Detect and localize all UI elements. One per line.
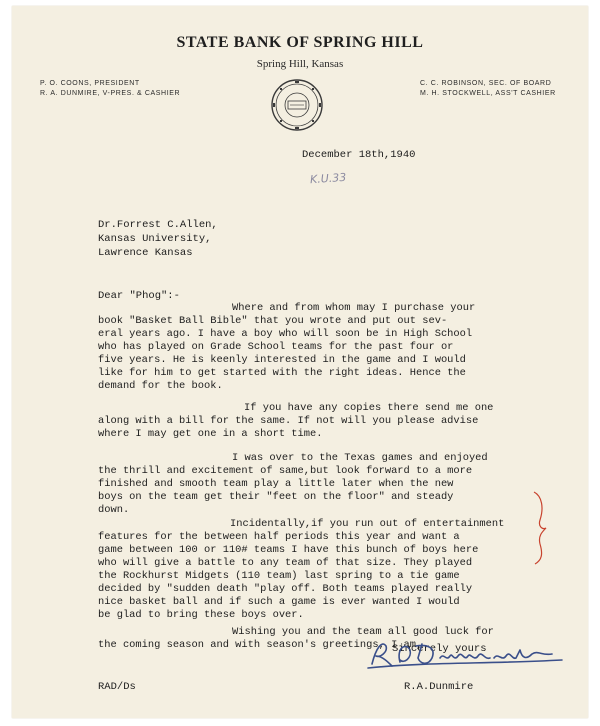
officer-vice-president: R. A. DUNMIRE, V-PRES. & CASHIER: [40, 90, 181, 97]
bank-name: STATE BANK OF SPRING HILL: [176, 34, 424, 51]
letter-date: December 18th,1940: [302, 149, 416, 161]
body-line: book "Basket Ball Bible" that you wrote and put out sev-: [98, 315, 448, 327]
bank-city: Spring Hill, Kansas: [256, 58, 344, 70]
body-line: boys on the team get their "feet on the floor" and steady: [98, 491, 454, 503]
salutation: Dear "Phog":-: [98, 290, 180, 302]
body-line: along with a bill for the same. If not will you please advise: [98, 415, 479, 427]
body-line: features for the between half periods this year and want a: [98, 531, 460, 543]
bank-seal-icon: [270, 78, 324, 132]
body-line: be glad to bring these boys over.: [98, 609, 304, 621]
red-bracket-mark: [530, 490, 550, 566]
letter-sheet: [12, 6, 588, 718]
body-line: demand for the book.: [98, 380, 223, 392]
body-line: eral years ago. I have a boy who will soon be in High School: [98, 328, 473, 340]
signature-image: [366, 636, 566, 670]
body-line: Where and from whom may I purchase your: [232, 302, 476, 314]
officer-secretary: C. C. ROBINSON, SEC. OF BOARD: [420, 80, 552, 87]
body-line: who has played on Grade School teams for the past four or: [98, 341, 454, 353]
body-line: decided by "sudden death "play off. Both teams played really: [98, 583, 473, 595]
recipient-city: Lawrence Kansas: [98, 247, 193, 259]
body-line: the thrill and excitement of same,but look forward to a more: [98, 465, 473, 477]
body-line: down.: [98, 504, 130, 516]
body-line: where I may get one in a short time.: [98, 428, 323, 440]
body-line: the coming season and with season's greetings, I am,: [98, 639, 423, 651]
body-line: like for him to get started with the right ideas. Hence the: [98, 367, 466, 379]
body-line: who will give a battle to any team of that size. They played: [98, 557, 473, 569]
recipient-name: Dr.Forrest C.Allen,: [98, 219, 218, 231]
body-line: finished and smooth team play a little later when the new: [98, 478, 454, 490]
body-line: Wishing you and the team all good luck for: [232, 626, 494, 638]
pencil-note: K.U.33: [309, 170, 347, 187]
body-line: game between 100 or 110# teams I have this bunch of boys here: [98, 544, 479, 556]
body-line: If you have any copies there send me one: [244, 402, 494, 414]
signature-name: R.A.Dunmire: [404, 681, 474, 693]
typist-initials: RAD/Ds: [98, 681, 136, 693]
body-line: nice basket ball and if such a game is ever wanted I would: [98, 596, 460, 608]
body-line: I was over to the Texas games and enjoyed: [232, 452, 488, 464]
body-line: the Rockhurst Midgets (110 team) last spring to a tie game: [98, 570, 460, 582]
body-line: five years. He is keenly interested in the game and I would: [98, 354, 466, 366]
closing: Sincerely yours: [392, 643, 487, 655]
body-line: Incidentally,if you run out of entertainment: [230, 518, 505, 530]
recipient-institution: Kansas University,: [98, 233, 212, 245]
officer-president: P. O. COONS, PRESIDENT: [40, 80, 140, 87]
officer-assistant-cashier: M. H. STOCKWELL, ASS'T CASHIER: [420, 90, 556, 97]
